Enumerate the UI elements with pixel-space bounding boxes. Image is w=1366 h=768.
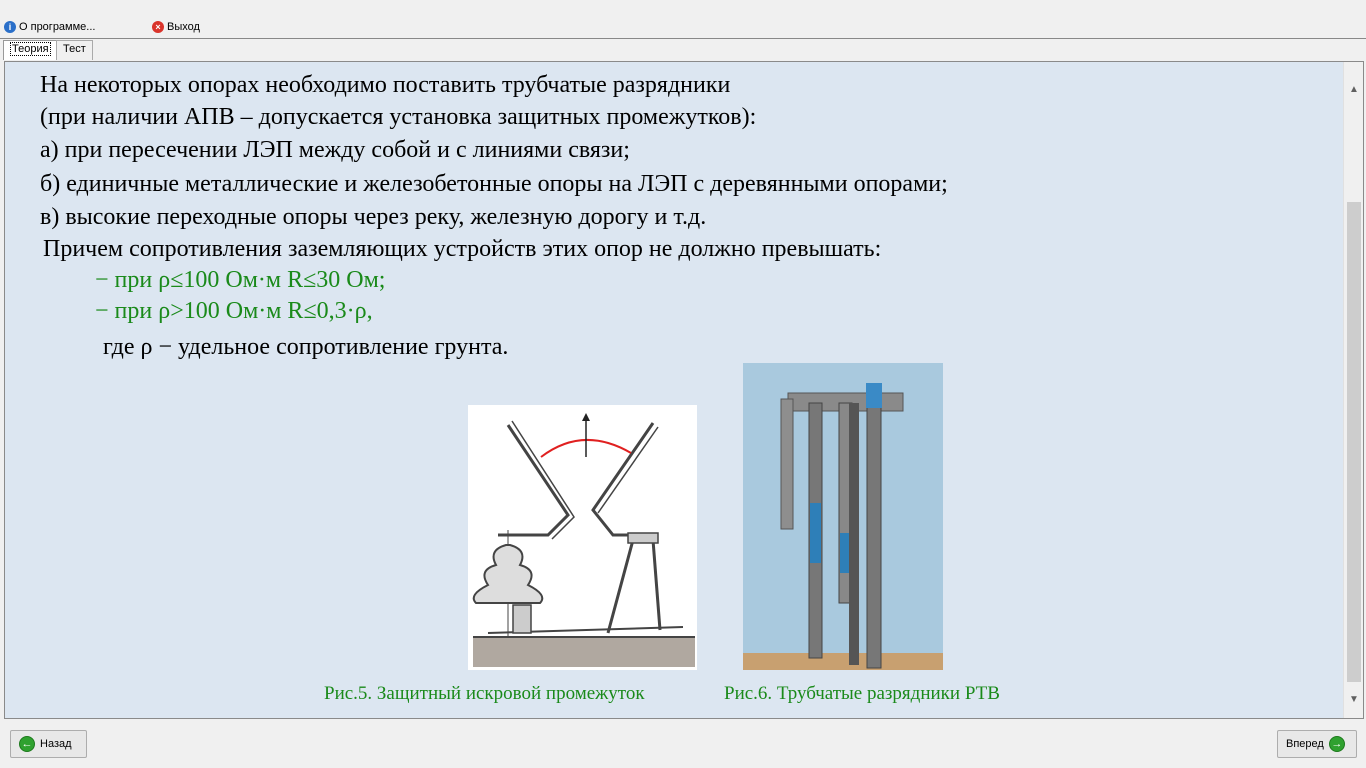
tab-test[interactable] — [56, 40, 93, 60]
text-line-3: а) при пересечении ЛЭП между собой и с линиями связи; — [40, 137, 630, 163]
text-line-6: Причем сопротивления заземляющих устройств этих опор не должно превышать: — [43, 236, 882, 262]
about-label: О программе... — [19, 21, 96, 33]
condition-line-2: − при ρ>100 Ом·м R≤0,3·ρ, — [95, 298, 373, 324]
arrow-left-icon: ← — [19, 736, 35, 752]
tab-test-label: Тест — [63, 43, 86, 55]
text-line-4: б) единичные металлические и железобетонные опоры на ЛЭП с деревянными опорами; — [40, 171, 948, 197]
exit-label: Выход — [167, 21, 200, 33]
spark-gap-drawing — [468, 405, 697, 670]
info-icon: i — [4, 21, 16, 33]
scroll-down-button[interactable]: ▼ — [1349, 693, 1359, 705]
content-panel — [4, 61, 1364, 719]
menu-bar — [0, 18, 1366, 38]
scroll-up-button[interactable]: ▲ — [1349, 83, 1359, 95]
scroll-thumb[interactable] — [1347, 202, 1361, 682]
arrow-right-icon: → — [1329, 736, 1345, 752]
vertical-scrollbar[interactable] — [1343, 62, 1363, 718]
condition-line-1: − при ρ≤100 Ом·м R≤30 Ом; — [95, 267, 386, 293]
figure-6-caption: Рис.6. Трубчатые разрядники РТВ — [724, 683, 1000, 704]
exit-menu-item[interactable] — [152, 21, 200, 33]
close-icon: × — [152, 21, 164, 33]
content-area — [5, 62, 1343, 718]
figure-arresters-photo — [743, 363, 943, 670]
back-label: Назад — [40, 738, 72, 750]
about-menu-item[interactable] — [4, 21, 95, 33]
arresters-photo-drawing — [743, 363, 943, 670]
text-line-5: в) высокие переходные опоры через реку, железную дорогу и т.д. — [40, 204, 707, 230]
forward-label: Вперед — [1286, 738, 1324, 750]
text-line-2: (при наличии АПВ – допускается установка защитных промежутков): — [40, 104, 757, 130]
forward-button[interactable] — [1277, 730, 1357, 758]
figure-spark-gap — [468, 405, 697, 670]
tab-theory[interactable] — [3, 40, 58, 60]
figure-5-caption: Рис.5. Защитный искровой промежуток — [324, 683, 645, 704]
back-button[interactable] — [10, 730, 87, 758]
note-line: где ρ − удельное сопротивление грунта. — [103, 334, 509, 360]
menu-divider — [0, 38, 1366, 39]
text-line-1: На некоторых опорах необходимо поставить трубчатые разрядники — [40, 72, 731, 98]
tab-theory-label: Теория — [12, 43, 49, 55]
